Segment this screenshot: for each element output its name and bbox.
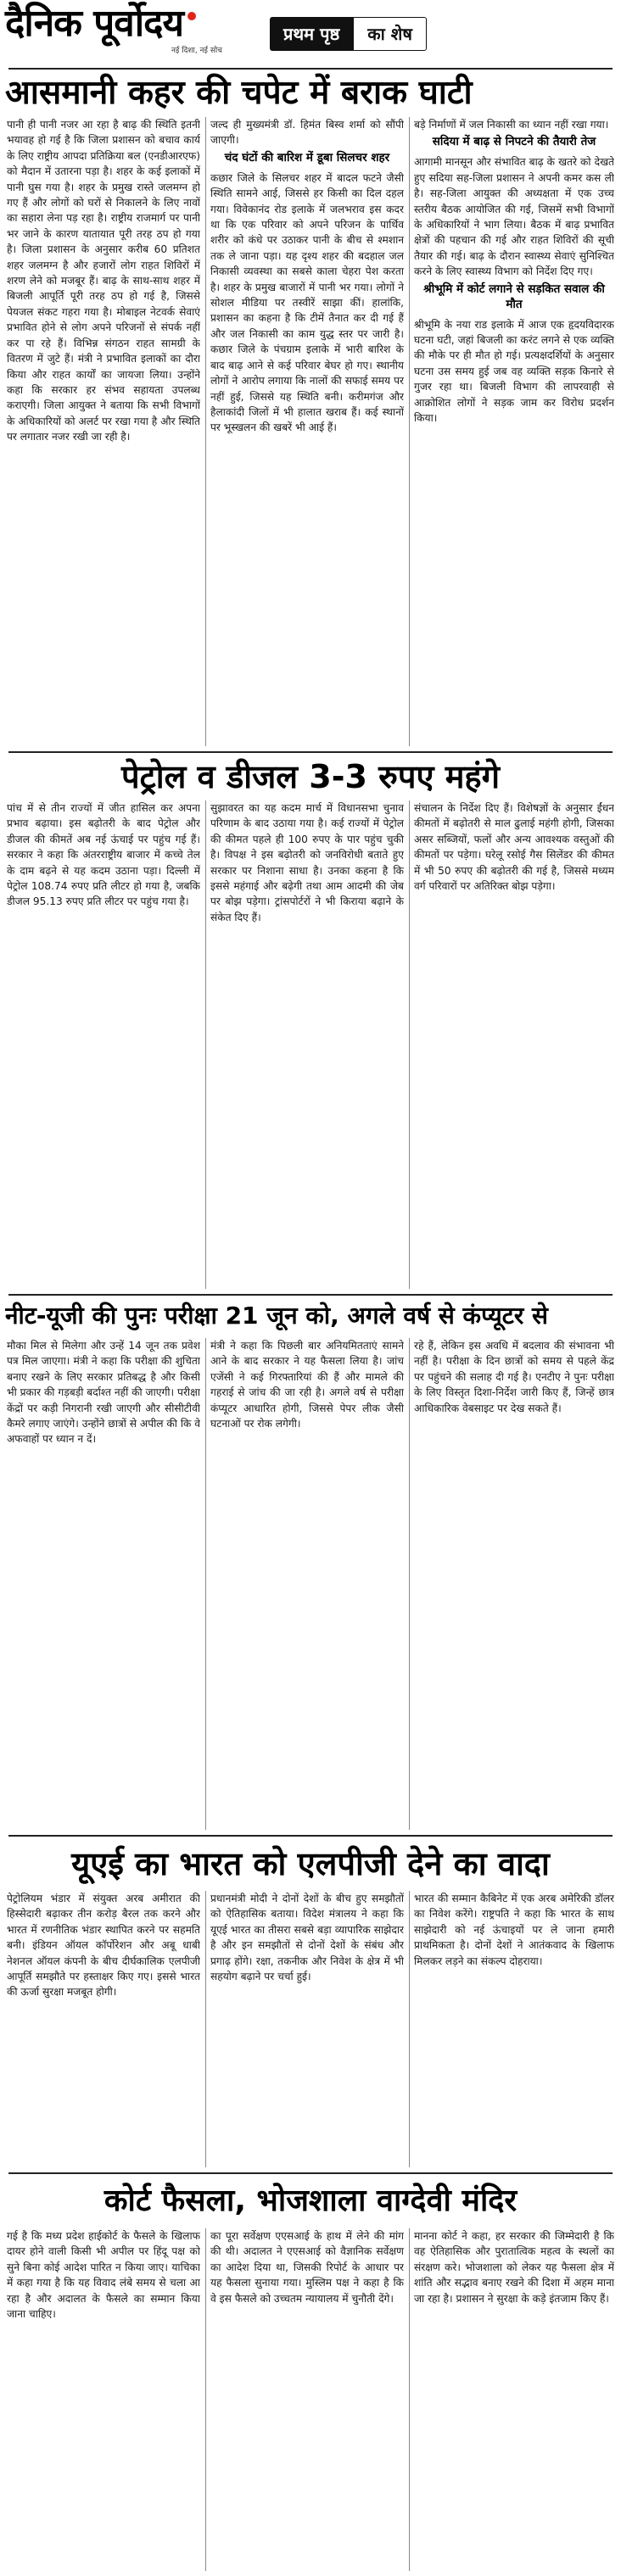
story5-col1-text: गई है कि मध्य प्रदेश हाईकोर्ट के फैसले के खिलाफ दायर होने वाली किसी भी अपील पर हिंदू पक्ष को सुने बिना कोई आदेश पारित न किया जाए। याचिका में कहा गया है कि यह विवाद लंबे समय से चला आ रहा है और अदालत के फैसले का सम्मान किया जाना चाहिए। — [7, 2230, 200, 2321]
story-divider — [8, 2172, 613, 2174]
story1-col3-text: बड़े निर्माणों में जल निकासी का ध्यान नहीं रखा गया। — [414, 119, 609, 131]
column-rule — [409, 1891, 410, 2167]
column-rule — [205, 1338, 206, 1830]
newspaper-tagline: नई दिशा, नई सोच — [171, 47, 222, 55]
story1-column-1 — [7, 117, 200, 746]
story2-col1-text: पांच में से तीन राज्यों में जीत हासिल कर अपना प्रभाव बढ़ाया। इस बढ़ोतरी के बाद पेट्रोल और डीजल की कीमतें अब नई ऊंचाई पर पहुंच गई हैं। सरकार ने कहा कि अंतरराष्ट्रीय बाजार में कच्चे तेल के दाम बढ़ने से यह कदम उठाना पड़ा। दिल्ली में पेट्रोल 108.74 रुपए प्रति लीटर हो गया है, जबकि डीजल 95.13 रुपए प्रति लीटर पर पहुंच गया है। — [7, 802, 200, 908]
story3-col1-text: मौका मिल से मिलेगा और उन्हें 14 जून तक प्रवेश पत्र मिल जाएगा। मंत्री ने कहा कि परीक्षा की शुचिता बनाए रखने के लिए सरकार प्रतिबद्ध है और किसी भी प्रकार की गड़बड़ी बर्दाश्त नहीं की जाएगी। परीक्षा केंद्रों पर कड़ी निगरानी रखी जाएगी और सीसीटीवी कैमरे लगाए जाएंगे। उन्होंने छात्रों से अपील की कि वे अफवाहों पर ध्यान न दें। — [7, 1340, 200, 1446]
story-divider — [8, 1294, 613, 1296]
column-rule — [205, 2228, 206, 2571]
logo-dot-icon — [187, 12, 196, 20]
story5-column-2 — [210, 2228, 404, 2571]
masthead-divider — [8, 68, 613, 70]
story3-headline[interactable]: नीट-यूजी की पुनः परीक्षा 21 जून को, अगले वर्ष से कंप्यूटर से — [5, 1302, 548, 1330]
story1-col2-subhead: चंद घंटों की बारिश में डूबा सिलचर शहर — [224, 150, 390, 164]
story1-col3-subhead: सदिया में बाढ़ से निपटने की तैयारी तेज — [432, 135, 596, 149]
edition-label — [270, 17, 427, 51]
column-rule — [205, 800, 206, 1289]
edition-title: प्रथम पृष्ठ — [270, 17, 353, 51]
story4-column-3 — [414, 1891, 614, 2167]
story5-col3-text: मानना कोर्ट ने कहा, हर सरकार की जिम्मेदारी है कि वह ऐतिहासिक और पुरातात्विक महत्व के स्थलों का संरक्षण करे। भोजशाला को लेकर यह फैसला क्षेत्र में शांति और सद्भाव बनाए रखने की दिशा में अहम माना जा रहा है। प्रशासन ने सुरक्षा के कड़े इंतजाम किए हैं। — [414, 2230, 614, 2305]
story2-headline[interactable]: पेट्रोल व डीजल 3-3 रुपए महंगे — [120, 758, 501, 795]
column-rule — [409, 2228, 410, 2571]
story5-headline[interactable]: कोर्ट फैसला, भोजशाला वाग्देवी मंदिर — [104, 2183, 518, 2218]
story4-column-1 — [7, 1891, 200, 2167]
story4-col2-text: प्रधानमंत्री मोदी ने दोनों देशों के बीच हुए समझौतों को ऐतिहासिक बताया। विदेश मंत्रालय ने कहा कि यूएई भारत का तीसरा सबसे बड़ा व्यापारिक साझेदार है और इन समझौतों से दोनों देशों के संबंध और प्रगाढ़ होंगे। रक्षा, तकनीक और निवेश के क्षेत्र में भी सहयोग बढ़ाने पर चर्चा हुई। — [210, 1893, 404, 1983]
story3-column-3 — [414, 1338, 614, 1830]
story2-col2-text: सुझावरत का यह कदम मार्च में विधानसभा चुनाव परिणाम के बाद उठाया गया है। कई राज्यों में पेट्रोल की कीमत पहले ही 100 रुपए के पार पहुंच चुकी है। विपक्ष ने इस बढ़ोतरी को जनविरोधी बताते हुए सरकार पर निशाना साधा है। उनका कहना है कि इससे महंगाई और बढ़ेगी तथा आम आदमी की जेब पर बोझ पड़ेगा। ट्रांसपोर्टरों ने भी किराया बढ़ाने के संकेत दिए हैं। — [210, 802, 404, 923]
story1-col2b-text: कछार जिले के सिलचर शहर में बादल फटने जैसी स्थिति सामने आई, जिससे हर किसी का दिल दहल गया। विवेकानंद रोड इलाके में जलभराव इस कदर था कि एक परिवार को अपने परिजन के पार्थिव शरीर को कंधे पर उठाकर पानी के बीच से श्मशान तक ले जाना पड़ा। यह दृश्य शहर की बदहाल जल निकासी व्यवस्था का सबसे काला चेहरा पेश करता है। शहर के प्रमुख बाजारों में पानी भर गया। लोगों ने सोशल मीडिया पर तस्वीरें साझा कीं। हालांकि, प्रशासन का कहना है कि टीमें तैनात कर दी गई हैं और जल निकासी का काम युद्ध स्तर पर जारी है। कछार जिले के पंचग्राम इलाके में भारी बारिश के बाद बाढ़ आने से कई परिवार बेघर हो गए। स्थानीय लोगों ने आरोप लगाया कि नालों की सफाई समय पर नहीं हुई, जिससे यह स्थिति बनी। करीमगंज और हैलाकांदी जिलों में भी हालात खराब हैं। कई स्थानों पर भूस्खलन की खबरें भी आई हैं। — [210, 171, 404, 434]
story2-column-1 — [7, 800, 200, 1289]
story2-column-2 — [210, 800, 404, 1289]
story1-column-2 — [210, 117, 404, 746]
story2-col3-text: संचालन के निर्देश दिए हैं। विशेषज्ञों के अनुसार ईंधन कीमतों में बढ़ोतरी से माल ढुलाई महंगी होगी, जिसका असर सब्जियों, फलों और अन्य आवश्यक वस्तुओं की कीमतों पर पड़ेगा। घरेलू रसोई गैस सिलेंडर की कीमत में भी 50 रुपए की बढ़ोतरी की गई है, जिससे मध्यम वर्ग परिवारों पर अतिरिक्त बोझ पड़ेगा। — [414, 802, 614, 893]
column-rule — [409, 117, 410, 746]
story1-col3-subhead-2: श्रीभूमि में कोर्ट लगाने से सड़कित सवाल की मौत — [423, 282, 605, 311]
story5-column-3 — [414, 2228, 614, 2571]
story1-col3c-text: श्रीभूमि के नया राड इलाके में आज एक हृदयविदारक घटना घटी, जहां बिजली का करंट लगने से एक व्यक्ति की मौके पर ही मौत हो गई। प्रत्यक्षदर्शियों के अनुसार घटना उस समय हुई जब वह व्यक्ति सड़क किनारे से गुजर रहा था। बिजली विभाग की लापरवाही से आक्रोशित लोगों ने सड़क जाम कर विरोध प्रदर्शन किया। — [414, 318, 614, 425]
story3-col3-text: रहे हैं, लेकिन इस अवधि में बदलाव की संभावना भी नहीं है। परीक्षा के दिन छात्रों को समय से पहले केंद्र पर पहुंचने की सलाह दी गई है। एनटीए ने पुनः परीक्षा के लिए विस्तृत दिशा-निर्देश जारी किए हैं, जिन्हें छात्र आधिकारिक वेबसाइट पर देख सकते हैं। — [414, 1340, 614, 1414]
story1-col3b-text: आगामी मानसून और संभावित बाढ़ के खतरे को देखते हुए सदिया सह-जिला प्रशासन ने अपनी कमर कस ली है। सह-जिला आयुक्त की अध्यक्षता में एक उच्च स्तरीय बैठक आयोजित की गई, जिसमें सभी विभागों के अधिकारियों ने भाग लिया। बैठक में बाढ़ प्रभावित क्षेत्रों की पहचान की गई और राहत शिविरों की सूची तैयार की गई। बाढ़ के दौरान स्वास्थ्य सेवाएं सुनिश्चित करने के लिए स्वास्थ्य विभाग को निर्देश दिए गए। — [414, 156, 614, 278]
story5-column-1 — [7, 2228, 200, 2571]
story-divider — [8, 1835, 613, 1837]
story1-col2-text: जल्द ही मुख्यमंत्री डॉ. हिमंत बिस्व शर्मा को सौंपी जाएगी। — [210, 119, 404, 147]
newspaper-logo[interactable] — [5, 2, 260, 64]
column-rule — [205, 1891, 206, 2167]
story-divider — [8, 751, 613, 753]
story2-column-3 — [414, 800, 614, 1289]
column-rule — [205, 117, 206, 746]
column-rule — [409, 1338, 410, 1830]
story1-col1-text: पानी ही पानी नजर आ रहा है बाढ़ की स्थिति इतनी भयावह हो गई है कि जिला प्रशासन को बचाव कार्य के लिए राष्ट्रीय आपदा प्रतिक्रिया बल (एनडीआरएफ) को मैदान में उतारना पड़ा है। शहर के कई इलाकों में पानी घुस गया है। शहर के प्रमुख रास्ते जलमग्न हो गए हैं और लोगों को घरों से निकालने के लिए नावों का सहारा लेना पड़ रहा है। राष्ट्रीय राजमार्ग पर पानी भर जाने के कारण यातायात पूरी तरह ठप हो गया है। जिला प्रशासन के अनुसार करीब 60 प्रतिशत शहर जलमग्न है और हजारों लोग राहत शिविरों में शरण लेने को मजबूर हैं। बाढ़ के साथ-साथ शहर में बिजली आपूर्ति पूरी तरह ठप हो गई है, जिससे पेयजल संकट गहरा गया है। मोबाइल नेटवर्क सेवाएं प्रभावित होने से लोग अपने परिजनों से संपर्क नहीं कर पा रहे हैं। विभिन्न संगठन राहत सामग्री के वितरण में जुटे हैं। मंत्री ने प्रभावित इलाकों का दौरा किया और राहत कार्यों का जायजा लिया। उन्होंने कहा कि सरकार हर संभव सहायता उपलब्ध कराएगी। जिला आयुक्त ने बताया कि सभी विभागों के अधिकारियों को अलर्ट पर रखा गया है और स्थिति पर लगातार नजर रखी जा रही है। — [7, 119, 200, 443]
story3-column-2 — [210, 1338, 404, 1830]
masthead — [0, 0, 621, 66]
column-rule — [409, 800, 410, 1289]
story3-col2-text: मंत्री ने कहा कि पिछली बार अनियमितताएं सामने आने के बाद सरकार ने यह फैसला लिया है। जांच एजेंसी ने कई गिरफ्तारियां की हैं और मामले की गहराई से जांच की जा रही है। अगले वर्ष से परीक्षा कंप्यूटर आधारित होगी, जिससे पेपर लीक जैसी घटनाओं पर रोक लगेगी। — [210, 1340, 404, 1430]
newspaper-name: दैनिक पूर्वोदय — [5, 2, 184, 45]
story4-col3-text: भारत की सम्मान कैबिनेट में एक अरब अमेरिकी डॉलर का निवेश करेंगे। राष्ट्रपति ने कहा कि भारत के साथ साझेदारी को नई ऊंचाइयों पर ले जाना हमारी प्राथमिकता है। दोनों देशों ने आतंकवाद के खिलाफ मिलकर लड़ने का संकल्प दोहराया। — [414, 1893, 614, 1967]
story4-column-2 — [210, 1891, 404, 2167]
edition-subtitle: का शेष — [353, 17, 427, 51]
story1-column-3 — [414, 117, 614, 746]
story5-col2-text: का पूरा सर्वेक्षण एएसआई के हाथ में लेने की मांग की थी। अदालत ने एएसआई को वैज्ञानिक सर्वेक्षण का आदेश दिया था, जिसकी रिपोर्ट के आधार पर यह फैसला सुनाया गया। मुस्लिम पक्ष ने कहा है कि वे इस फैसले को उच्चतम न्यायालय में चुनौती देंगे। — [210, 2230, 404, 2305]
story4-col1-text: पेट्रोलियम भंडार में संयुक्त अरब अमीरात की हिस्सेदारी बढ़ाकर तीन करोड़ बैरल तक करने और भारत में रणनीतिक भंडार स्थापित करने पर सहमति बनी। इंडियन ऑयल कॉर्पोरेशन और अबू धाबी नेशनल ऑयल कंपनी के बीच दीर्घकालिक एलपीजी आपूर्ति समझौते पर हस्ताक्षर किए गए। इससे भारत की ऊर्जा सुरक्षा मजबूत होगी। — [7, 1893, 200, 1999]
story3-column-1 — [7, 1338, 200, 1830]
story4-headline[interactable]: यूएई का भारत को एलपीजी देने का वादा — [71, 1845, 550, 1882]
story1-headline[interactable]: आसमानी कहर की चपेट में बराक घाटी — [5, 74, 473, 112]
